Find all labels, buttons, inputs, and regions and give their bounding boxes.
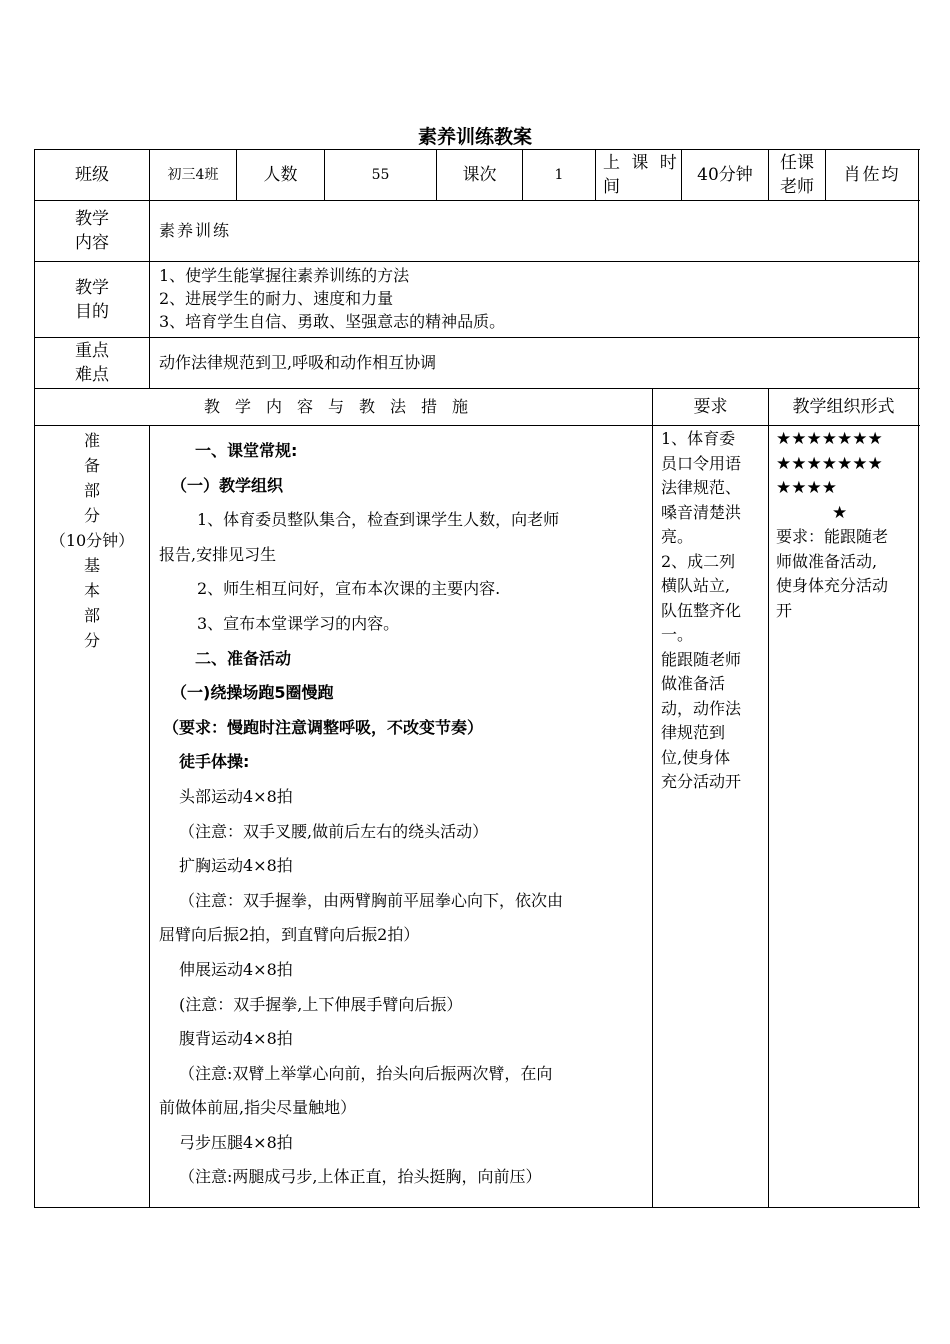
content-line: 伸展运动4×8拍 (179, 959, 293, 979)
side-label: 基 (83, 556, 100, 575)
teacher-label (769, 150, 825, 200)
content-line: 3、宣布本堂课学习的内容。 (181, 613, 400, 633)
content-line: 1、体育委员整队集合，检查到课学生人数，向老师 (181, 510, 560, 530)
content-line: 二、准备活动 (179, 648, 292, 668)
goal-item: 3、培育学生自信、勇敢、坚强意志的精神品质。 (159, 312, 506, 331)
requirement-line: 能跟随老师 (661, 649, 742, 669)
requirement-line: 1、体育委 (661, 429, 736, 448)
side-label: 部 (83, 481, 100, 500)
organization-requirements (776, 525, 916, 623)
teacher-position-star: ★ (832, 502, 848, 523)
teaching-content-body (159, 439, 644, 1200)
keypoints-label-line-2: 难点 (75, 365, 109, 385)
side-label: 分 (83, 631, 100, 650)
content-line: 徒手体操: (179, 752, 250, 772)
side-label: 准 (83, 431, 100, 450)
lesson-label: 课次 (462, 165, 497, 185)
content-line: （一)绕操场跑5圈慢跑 (171, 683, 334, 703)
content-line: 屈臂向后振2拍，到直臂向后振2拍） (159, 925, 420, 945)
content-line: 弓步压腿4×8拍 (179, 1132, 293, 1152)
requirement-line: 律规范到 (661, 723, 726, 742)
content-line: （要求：慢跑时注意调整呼吸，不改变节奏） (163, 717, 484, 737)
keypoints-label (35, 338, 149, 388)
keypoints-label-line-1: 重点 (75, 341, 109, 361)
requirement-line: 员口令用语 (661, 453, 742, 473)
requirements-body (661, 427, 761, 795)
time-label (596, 150, 681, 200)
table-border-right (918, 149, 919, 1208)
teacher-label-line-2: 老师 (780, 177, 814, 197)
goal-item: 2、进展学生的耐力、速度和力量 (159, 289, 394, 308)
table-border-bottom (34, 1207, 920, 1208)
content-line: （注意:两腿成弓步,上体正直，抬头挺胸，向前压） (179, 1167, 542, 1187)
goal-item: 1、使学生能掌握往素养训练的方法 (159, 266, 410, 285)
teacher-label-line-1: 任课 (780, 153, 814, 173)
teacher-value: 肖佐均 (843, 165, 901, 185)
requirement-line: 嗓音清楚洪 (661, 502, 742, 522)
page-title: 素养训练教案 (417, 126, 532, 148)
content-line: 2、师生相互问好，宣布本次课的主要内容. (181, 579, 501, 599)
requirement-line: 亮。 (661, 527, 694, 546)
content-line: （注意:双臂上举掌心向前，抬头向后振两次臂，在向 (179, 1063, 553, 1083)
side-label: 本 (83, 581, 100, 600)
time-label-line-2: 间 (603, 177, 620, 197)
requirement-line: 一。 (661, 625, 694, 644)
time-value: 40分钟 (697, 165, 753, 185)
organization-line: 师做准备活动, (776, 551, 878, 571)
student-formation-row: ★★★★★★★ (776, 429, 883, 449)
content-line: （注意：双手叉腰,做前后左右的绕头活动） (179, 821, 489, 841)
content-line: (注意：双手握拳,上下伸展手臂向后振） (179, 994, 463, 1014)
content-line: 报告,安排见习生 (159, 544, 277, 564)
organization-line: 使身体充分活动 (776, 576, 889, 595)
content-value: 素养训练 (159, 221, 232, 240)
side-label: 部 (83, 606, 100, 625)
requirement-line: 法律规范、 (661, 478, 742, 497)
content-label-line-1: 教学 (75, 209, 109, 229)
requirement-line: 2、成二列 (661, 551, 736, 571)
class-label: 班级 (75, 165, 109, 185)
goals-label (35, 262, 149, 337)
requirement-line: 充分活动开 (661, 772, 742, 791)
content-line: 前做体前屈,指尖尽量触地） (159, 1098, 357, 1118)
side-label: 备 (83, 456, 100, 475)
col-divider-organization (768, 388, 769, 1208)
count-value: 55 (371, 167, 390, 183)
requirement-line: 横队站立, (661, 576, 731, 595)
student-formation-row: ★★★★ (776, 478, 837, 498)
goals-label-line-2: 目的 (75, 301, 109, 322)
col-divider-requirements (652, 388, 653, 1208)
organization-line: 开 (776, 600, 793, 620)
organization-body (776, 427, 916, 623)
section-side-labels (36, 428, 148, 653)
content-line: 一、课堂常规: (179, 441, 298, 460)
class-value: 初三4班 (167, 167, 219, 183)
goals-list (159, 264, 505, 333)
requirement-line: 位,使身体 (661, 747, 731, 767)
organization-line: 要求：能跟随老 (776, 527, 889, 546)
side-label: （10分钟） (49, 531, 135, 550)
content-line: （注意：双手握拳，由两臂胸前平屈拳心向下，依次由 (179, 890, 564, 910)
content-label-line-2: 内容 (75, 233, 109, 253)
side-label: 分 (83, 506, 100, 525)
section-header-content-methods: 教学内容与教法措施 (203, 397, 483, 416)
content-line: （一）教学组织 (171, 475, 284, 495)
keypoints-value: 动作法律规范到卫,呼吸和动作相互协调 (159, 353, 437, 372)
time-label-line-1: 上 课 时 (603, 153, 680, 173)
student-formation-row: ★★★★★★★ (776, 453, 883, 474)
count-label: 人数 (263, 165, 298, 185)
section-header-organization: 教学组织形式 (792, 397, 895, 417)
content-line: 腹背运动4×8拍 (179, 1029, 293, 1049)
lesson-value: 1 (554, 167, 564, 183)
row-divider-content (34, 261, 920, 262)
requirement-line: 做准备活 (661, 674, 726, 693)
row-divider-section (34, 425, 920, 426)
content-label (35, 201, 149, 261)
section-header-requirements: 要求 (693, 397, 728, 417)
requirement-line: 动，动作法 (661, 698, 742, 718)
col-divider-label-lower (149, 425, 150, 1208)
content-line: 头部运动4×8拍 (179, 786, 293, 806)
goals-label-line-1: 教学 (75, 277, 109, 298)
content-line: 扩胸运动4×8拍 (179, 856, 293, 876)
requirement-line: 队伍整齐化 (661, 600, 742, 620)
